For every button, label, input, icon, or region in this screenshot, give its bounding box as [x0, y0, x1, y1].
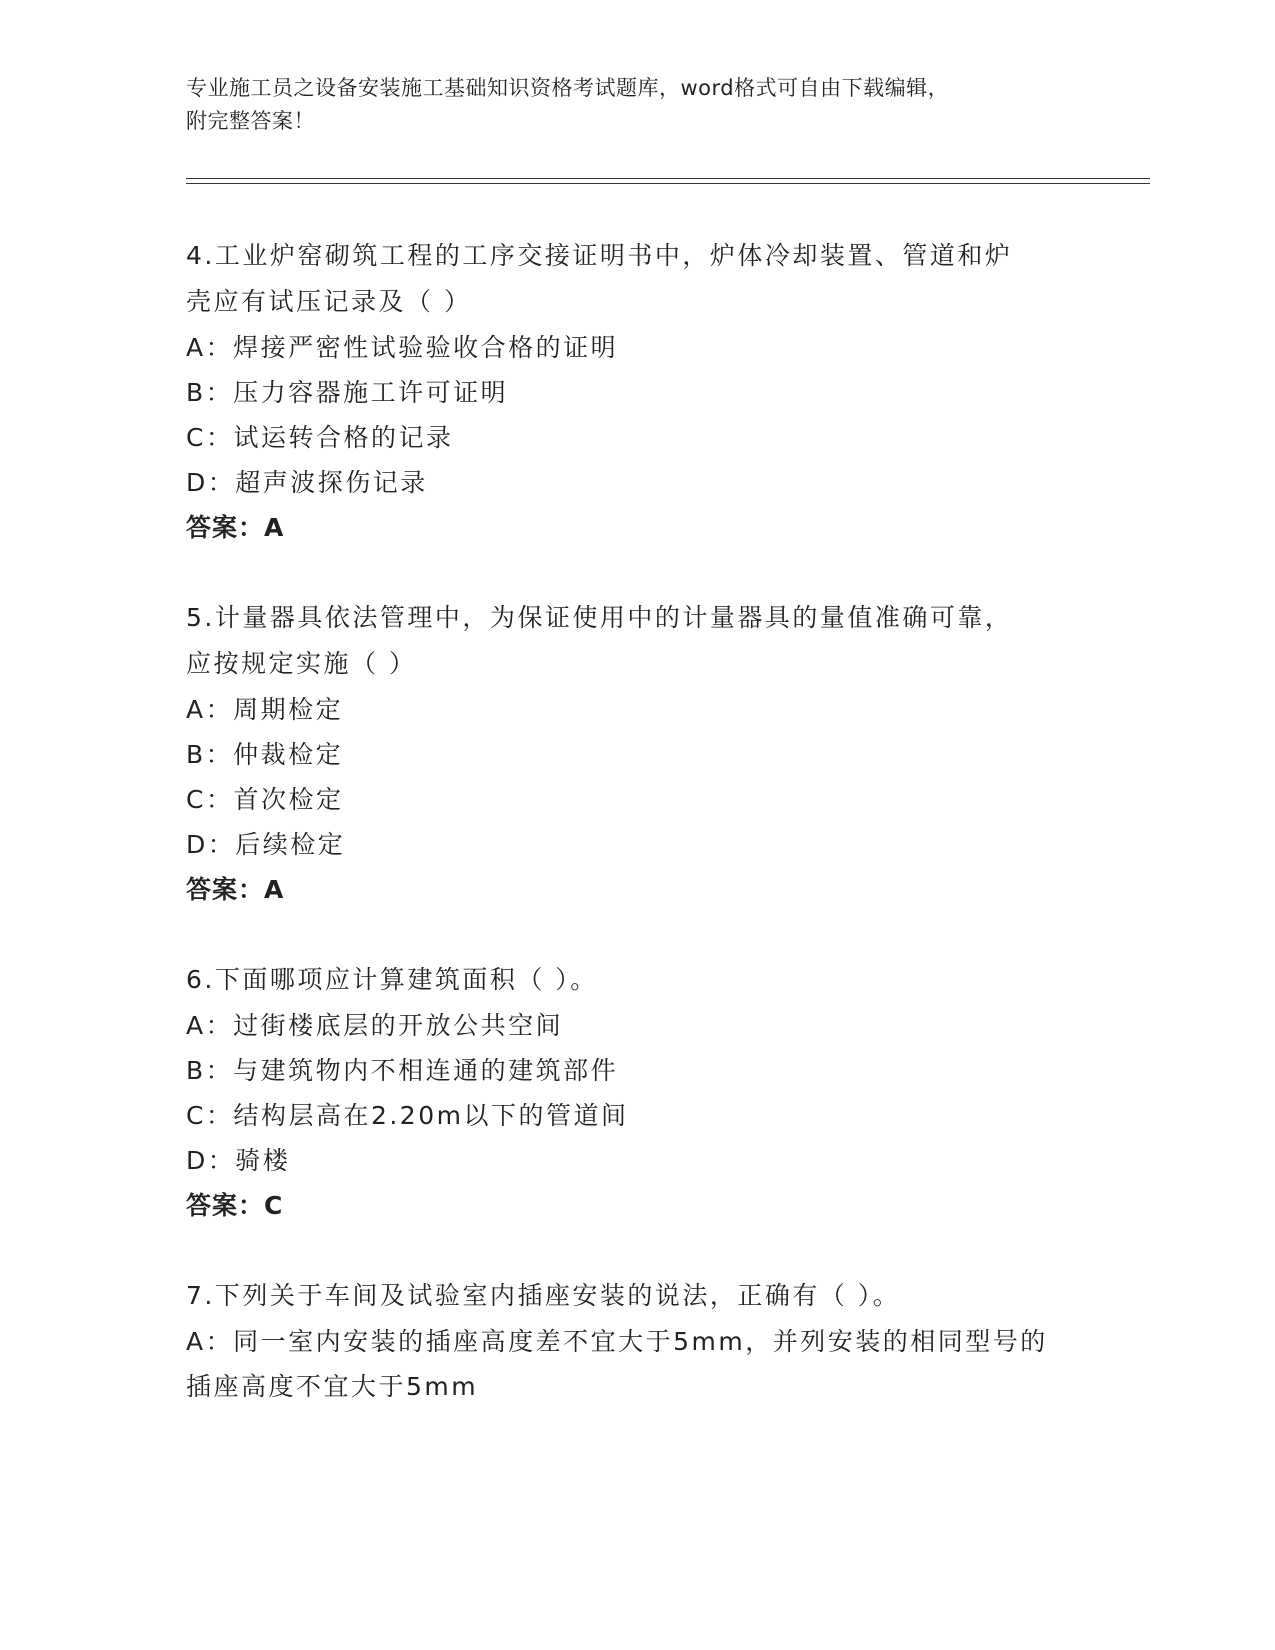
option-a: A：焊接严密性试验验收合格的证明: [186, 333, 619, 362]
option-d: D：骑楼: [186, 1146, 291, 1175]
option-c: C：首次检定: [186, 785, 344, 814]
question-stem-line: 6.下面哪项应计算建筑面积（ ）。: [186, 965, 598, 994]
option-a: A：周期检定: [186, 695, 344, 724]
question-6: [186, 957, 1076, 1228]
answer: 答案：A: [186, 875, 285, 904]
option-d: D：后续检定: [186, 830, 346, 859]
option-c: C：试运转合格的记录: [186, 423, 454, 452]
question-stem-line: 壳应有试压记录及（ ）: [186, 287, 472, 316]
answer: 答案：A: [186, 513, 285, 542]
answer: 答案：C: [186, 1191, 284, 1220]
option-a: A：过街楼底层的开放公共空间: [186, 1011, 564, 1040]
option-b: B：压力容器施工许可证明: [186, 378, 509, 407]
document-header: [186, 72, 1086, 138]
header-line-2: 附完整答案！: [186, 109, 315, 133]
header-line-1: 专业施工员之设备安装施工基础知识资格考试题库，word格式可自由下载编辑，: [186, 76, 950, 100]
option-c: C：结构层高在2.20m以下的管道间: [186, 1101, 629, 1130]
header-divider-bottom: [186, 183, 1150, 184]
question-4: [186, 233, 1076, 550]
option-b: B：与建筑物内不相连通的建筑部件: [186, 1056, 619, 1085]
question-stem-line: 7.下列关于车间及试验室内插座安装的说法，正确有（ ）。: [186, 1281, 901, 1310]
option-a-continued: 插座高度不宜大于5mm: [186, 1372, 479, 1401]
header-divider-top: [186, 178, 1150, 179]
question-stem-line: 应按规定实施（ ）: [186, 649, 417, 678]
question-5: [186, 595, 1076, 912]
option-d: D：超声波探伤记录: [186, 468, 428, 497]
option-b: B：仲裁检定: [186, 740, 344, 769]
question-list: [186, 233, 1076, 1409]
question-stem-line: 4.工业炉窑砌筑工程的工序交接证明书中，炉体冷却装置、管道和炉: [186, 241, 1013, 270]
question-stem-line: 5.计量器具依法管理中，为保证使用中的计量器具的量值准确可靠，: [186, 603, 1013, 632]
question-7: [186, 1273, 1076, 1409]
option-a: A：同一室内安装的插座高度差不宜大于5mm，并列安装的相同型号的: [186, 1327, 1048, 1356]
